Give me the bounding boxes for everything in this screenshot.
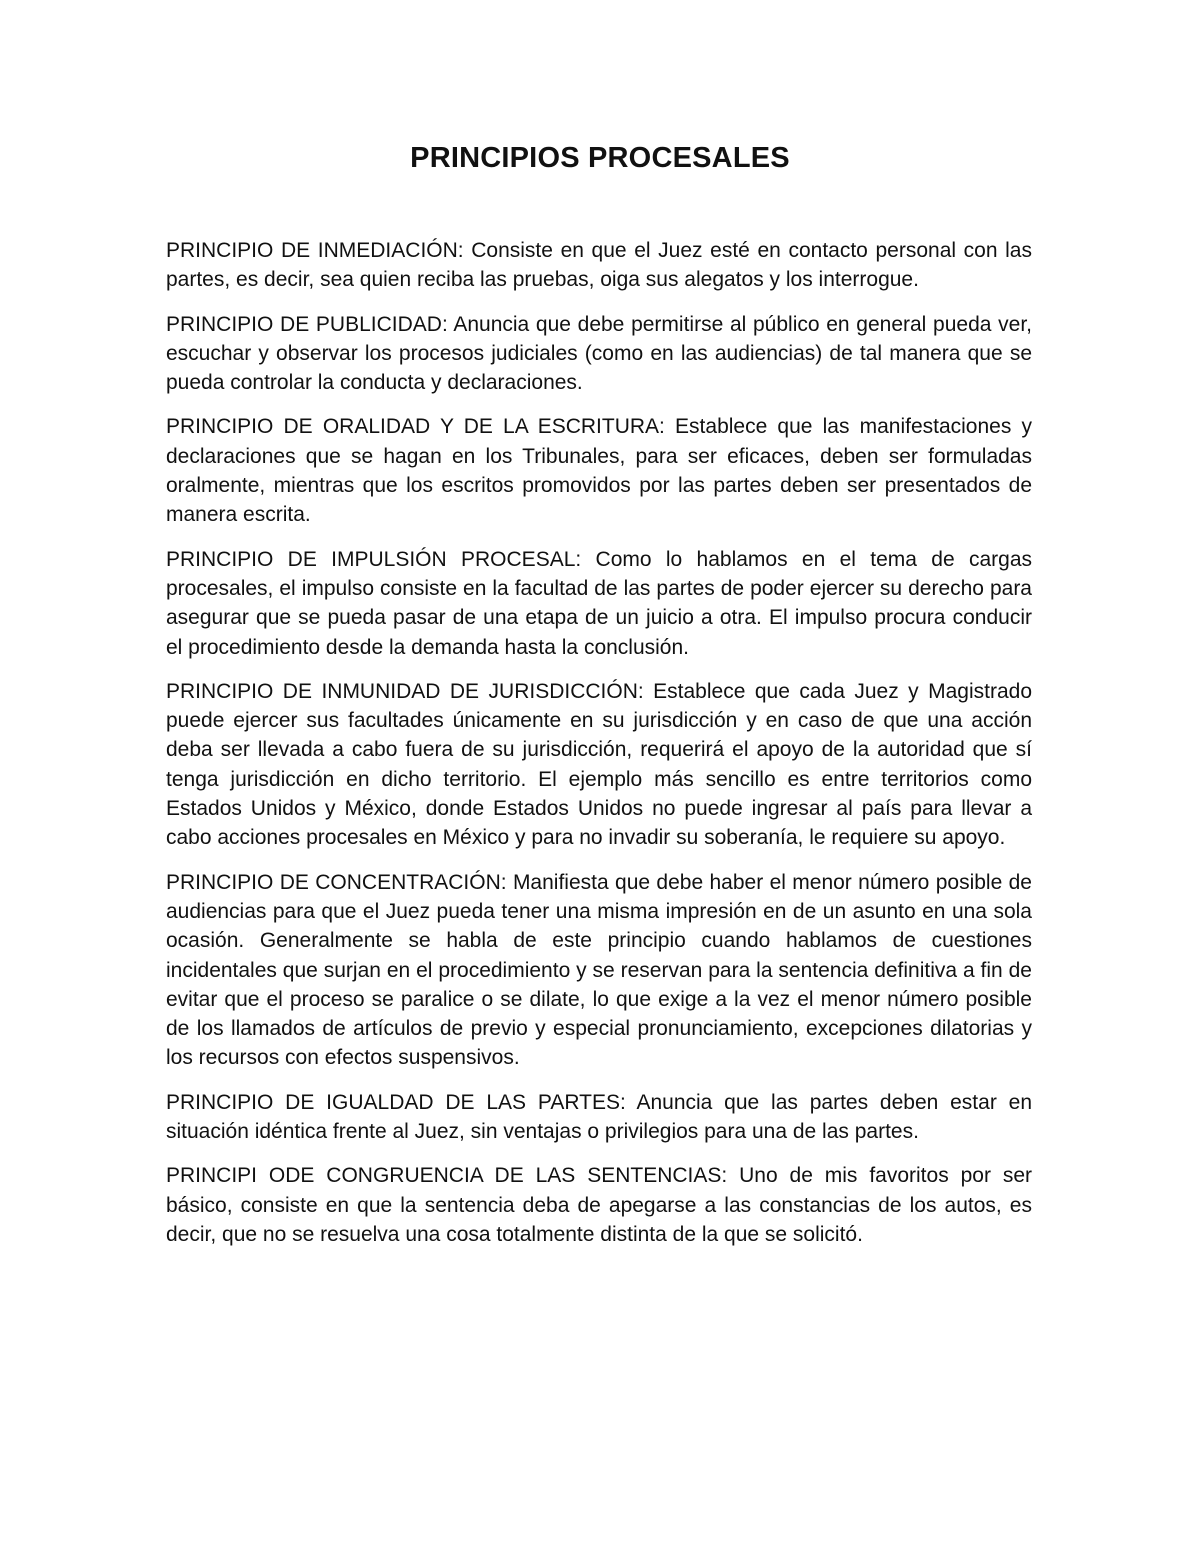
paragraph-igualdad-partes: PRINCIPIO DE IGUALDAD DE LAS PARTES: Anuncia que las partes deben estar en situación idéntica frente al Juez, sin ventajas o privilegios para una de las partes.: [166, 1090, 1032, 1144]
paragraph-concentracion: PRINCIPIO DE CONCENTRACIÓN: Manifiesta que debe haber el menor número posible de audiencias para que el Juez pueda tener una misma impresión en de un asunto en una sola ocasión. Generalmente se habla de este principio cuando hablamos de cuestiones incidentales que surjan en el procedimiento y se reservan para la sentencia definitiva a fin de evitar que el proceso se paralice o se dilate, lo que exige a la vez el menor número posible de los llamados de artículos de previo y especial pronunciamiento, excepciones dilatorias y los recursos con efectos suspensivos.: [166, 870, 1032, 1070]
paragraph-inmunidad-jurisdiccion: PRINCIPIO DE INMUNIDAD DE JURISDICCIÓN: Establece que cada Juez y Magistrado puede ejercer sus facultades únicamente en su jurisdicción y en caso de que una acción deba ser llevada a cabo fuera de su jurisdicción, requerirá el apoyo de la autoridad que sí tenga jurisdicción en dicho territorio. El ejemplo más sencillo es entre territorios como Estados Unidos y México, donde Estados Unidos no puede ingresar al país para llevar a cabo acciones procesales en México y para no invadir su soberanía, le requiere su apoyo.: [166, 679, 1032, 850]
document-body: [166, 236, 1032, 1264]
paragraph-oralidad-escritura: PRINCIPIO DE ORALIDAD Y DE LA ESCRITURA: Establece que las manifestaciones y declaraciones que se hagan en los Tribunales, para ser eficaces, deben ser formuladas oralmente, mientras que los escritos promovidos por las partes deben ser presentados de manera escrita.: [166, 415, 1032, 527]
page-title: PRINCIPIOS PROCESALES: [410, 142, 790, 174]
paragraph-publicidad: PRINCIPIO DE PUBLICIDAD: Anuncia que debe permitirse al público en general pueda ver, escuchar y observar los procesos judiciales (como en las audiencias) de tal manera que se pueda controlar la conducta y declaraciones.: [166, 312, 1032, 395]
paragraph-impulsion-procesal: PRINCIPIO DE IMPULSIÓN PROCESAL: Como lo hablamos en el tema de cargas procesales, el impulso consiste en la facultad de las partes de poder ejercer su derecho para asegurar que se pueda pasar de una etapa de un juicio a otra. El impulso procura conducir el procedimiento desde la demanda hasta la conclusión.: [166, 547, 1032, 659]
paragraph-inmediacion: PRINCIPIO DE INMEDIACIÓN: Consiste en que el Juez esté en contacto personal con las partes, es decir, sea quien reciba las pruebas, oiga sus alegatos y los interrogue.: [166, 239, 1032, 292]
paragraph-congruencia-sentencias: PRINCIPI ODE CONGRUENCIA DE LAS SENTENCIAS: Uno de mis favoritos por ser básico, consiste en que la sentencia deba de apegarse a las constancias de los autos, es decir, que no se resuelva una cosa totalmente distinta de la que se solicitó.: [166, 1164, 1032, 1246]
